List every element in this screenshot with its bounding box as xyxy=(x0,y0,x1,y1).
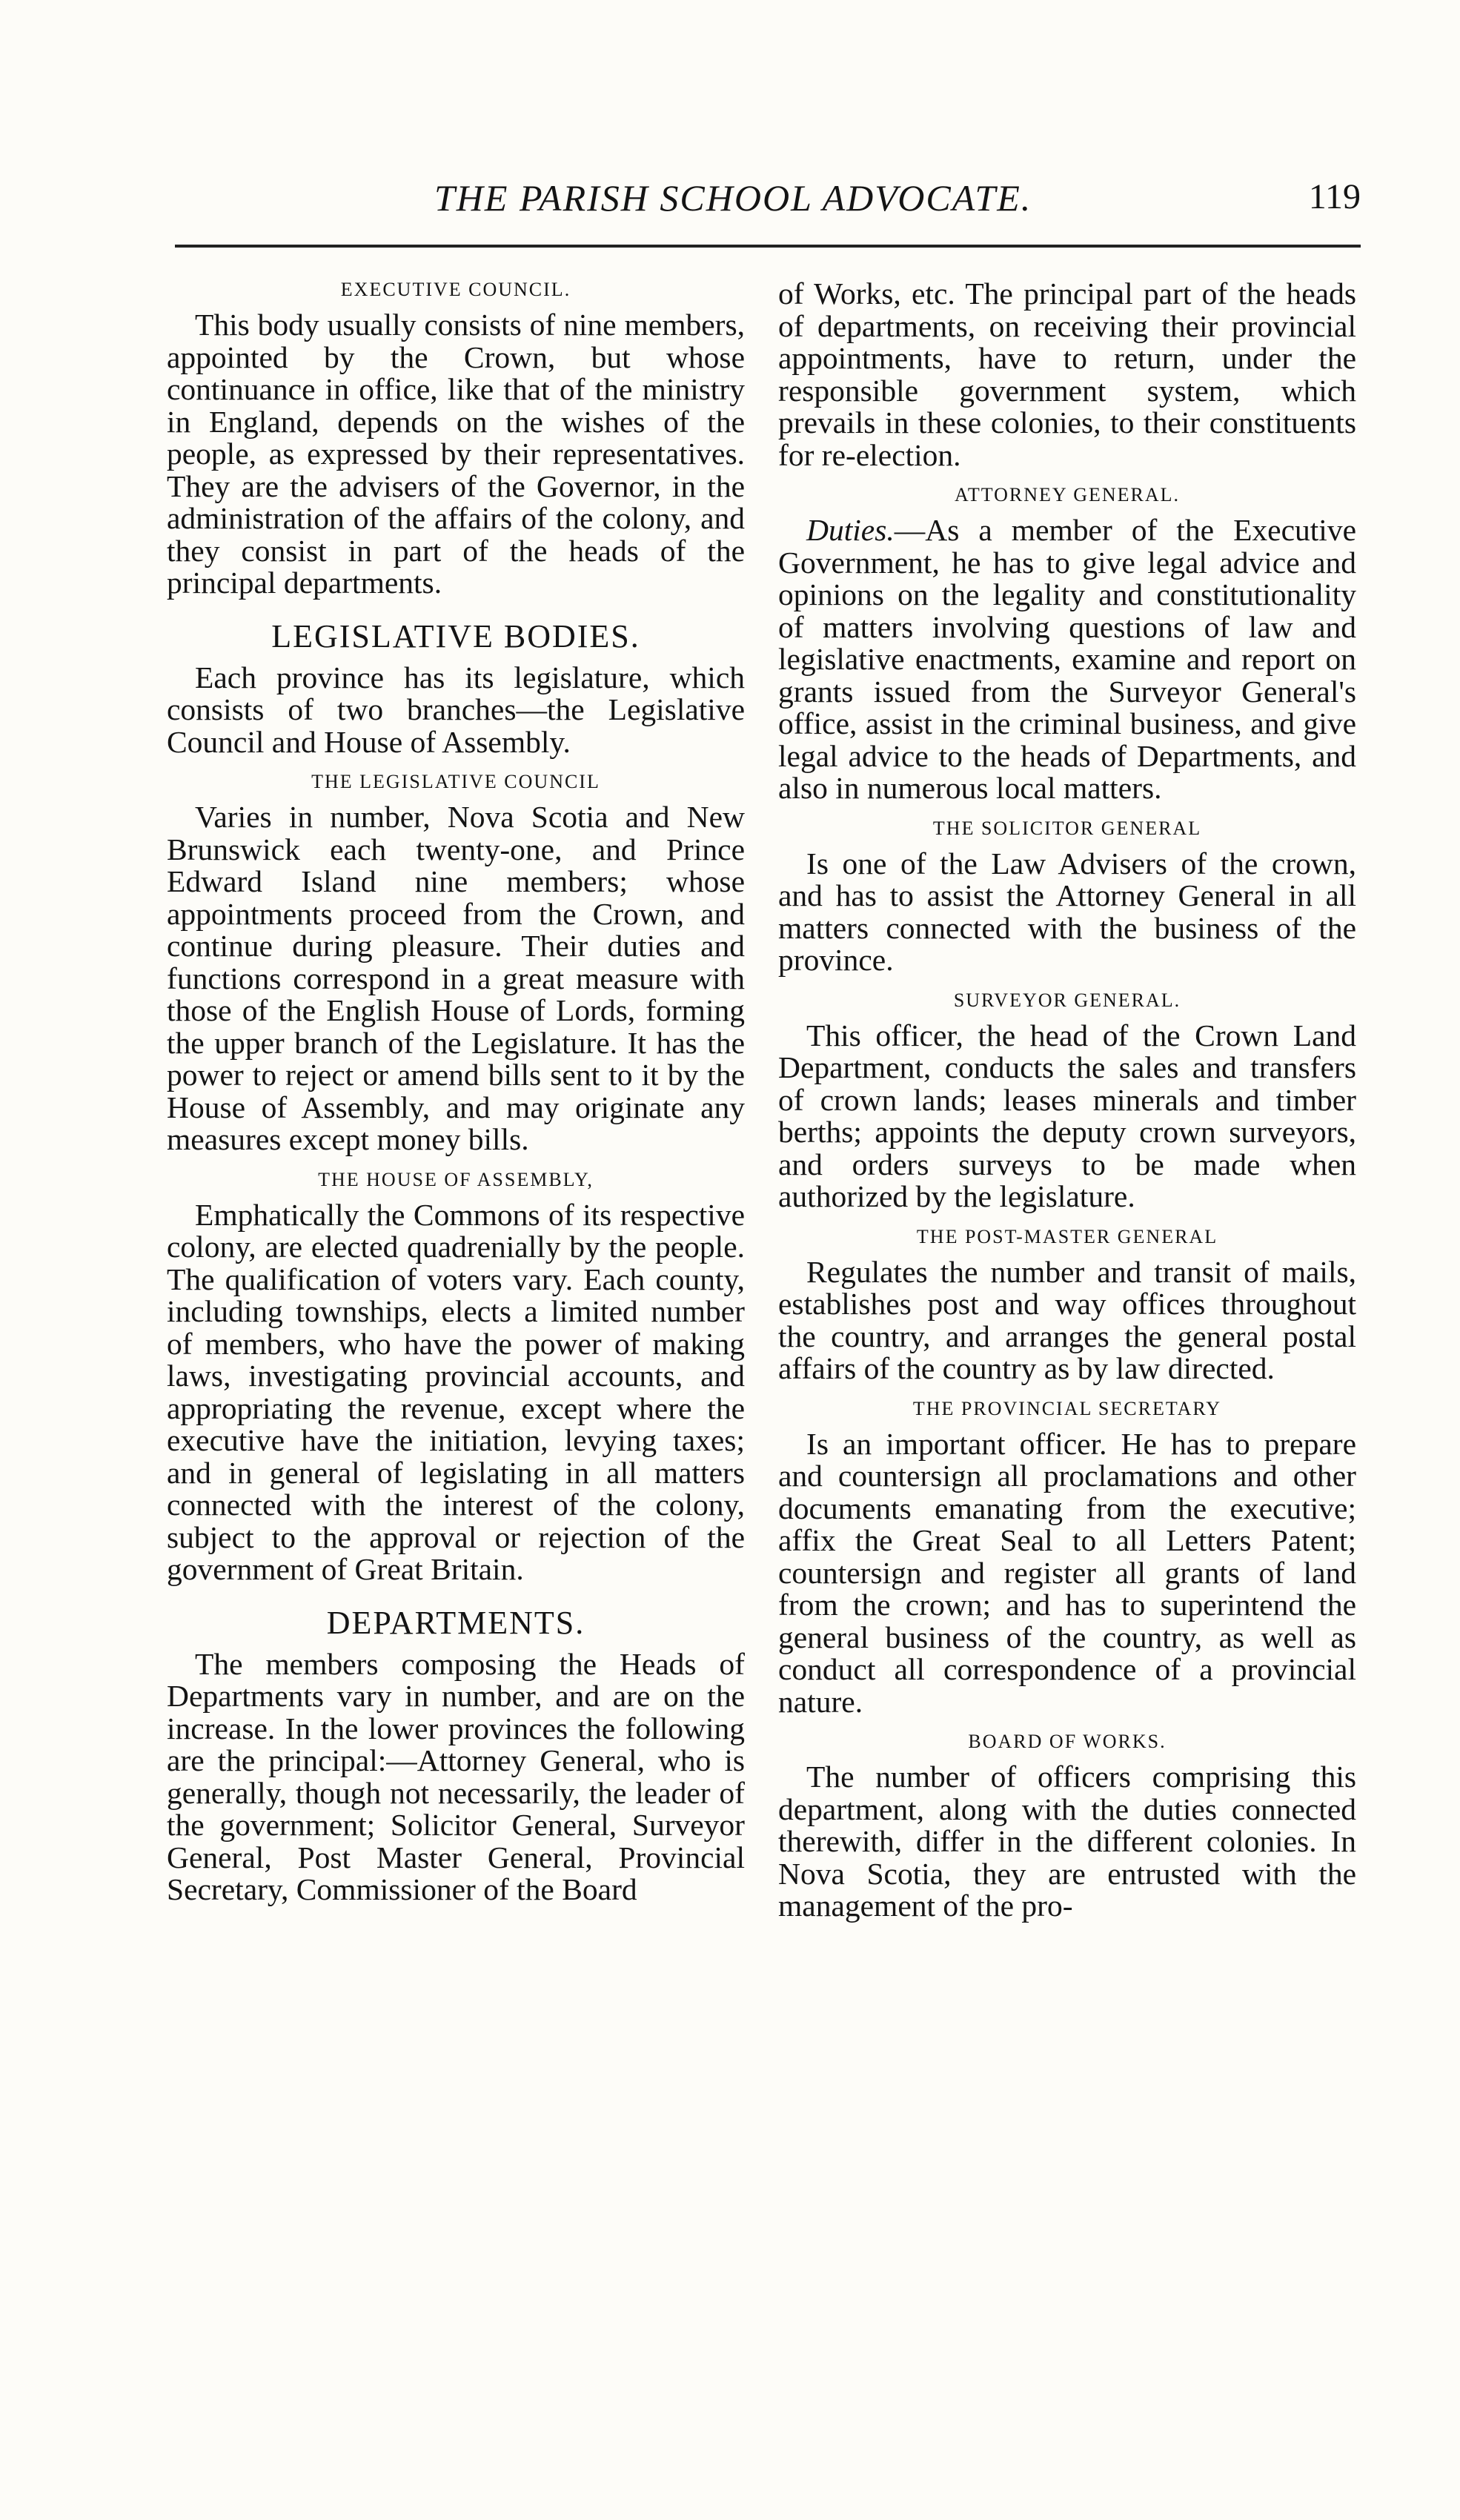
attorney-duties-lead: Duties. xyxy=(806,513,895,547)
paragraph-house-of-assembly: Emphatically the Commons of its respective colony, are elected quadrenially by the people. The qualification of voters vary. Each county, including townships, elects a limited number of members, who have the power of making laws, investigating provincial accounts, and appropriating the revenue, except where the executive have the initiation, levying taxes; and in general of legislating in all matters connected with the interest of the colony, subject to the approval or rejection of the government of Great Britain. xyxy=(167,1197,745,1586)
paragraph-provincial-secretary: Is an important officer. He has to prepare and countersign all proclamations and other documents emanating from the executive; affix the Great Seal to all Letters Patent; countersign and register all grants of land from the crown; and has to superintend the general business of the country, as well as conduct all correspondence of a provincial nature. xyxy=(778,1426,1356,1719)
heading-executive-council: EXECUTIVE COUNCIL. xyxy=(340,279,571,300)
left-column xyxy=(167,278,745,1906)
heading-solicitor-general: THE SOLICITOR GENERAL xyxy=(932,817,1202,839)
paragraph-departments-continued: of Works, etc. The principal part of the heads of departments, on receiving their provincial appointments, have to return, under the responsible government system, which prevails in these colonies, to their constituents for re-election. xyxy=(778,276,1356,472)
heading-attorney-general: ATTORNEY GENERAL. xyxy=(954,484,1181,505)
paragraph-legislative-bodies: Each province has its legislature, which consists of two branches—the Legislative Council and House of Assembly. xyxy=(167,660,745,759)
heading-provincial-secretary: THE PROVINCIAL SECRETARY xyxy=(912,1397,1222,1419)
paragraph-executive-council: This body usually consists of nine members, appointed by the Crown, but whose continuance in office, like that of the ministry in England, depends on the wishes of the people, as expressed by their representatives. They are the advisers of the Governor, in the administration of the affairs of the colony, and they consist in part of the heads of the principal departments. xyxy=(167,308,745,600)
running-head xyxy=(175,176,1361,221)
paragraph-post-master-general: Regulates the number and transit of mails, establishes post and way offices throughout the country, and arranges the general postal affairs of the country as by law directed. xyxy=(778,1254,1356,1385)
running-title: THE PARISH SCHOOL ADVOCATE. xyxy=(434,177,1032,219)
paragraph-solicitor-general: Is one of the Law Advisers of the crown, and has to assist the Attorney General in all matters connected with the business of the province. xyxy=(778,846,1356,977)
paragraph-attorney-general xyxy=(778,514,1356,805)
paragraph-surveyor-general: This officer, the head of the Crown Land Department, conducts the sales and transfers of crown lands; leases minerals and timber berths; appoints the deputy crown surveyors, and orders surveys to be made when authorized by the legislature. xyxy=(778,1018,1356,1213)
attorney-duties-text: —As a member of the Executive Government, he has to give legal advice and opinions on the legality and constitutionality of matters involving questions of law and legislative enactments, examine and report on grants issued from the Surveyor General's office, assist in the criminal business, and give legal advice to the heads of Departments, and also in numerous local matters. xyxy=(778,513,1356,805)
heading-board-of-works: BOARD OF WORKS. xyxy=(968,1731,1167,1752)
heading-post-master-general: THE POST-MASTER GENERAL xyxy=(916,1225,1218,1247)
paragraph-legislative-council: Varies in number, Nova Scotia and New Brunswick each twenty-one, and Prince Edward Island nine members; whose appointments proceed from the Crown, and continue during pleasure. Their duties and functions correspond in a great measure with those of the English House of Lords, forming the upper branch of the Legislature. It has the power to reject or amend bills sent to it by the House of Assembly, and may originate any measures except money bills. xyxy=(167,800,745,1156)
paragraph-board-of-works: The number of officers comprising this department, along with the duties connected therewith, differ in the different colonies. In Nova Scotia, they are entrusted with the management of the pro- xyxy=(778,1760,1356,1923)
right-column xyxy=(778,278,1356,1923)
heading-departments: DEPARTMENTS. xyxy=(326,1604,585,1641)
header-rule xyxy=(175,245,1361,248)
paragraph-departments: The members composing the Heads of Departments vary in number, and are on the increase. In the lower provinces the following are the principal:—Attorney General, who is generally, though not necessarily, the leader of the government; Solicitor General, Surveyor General, Post Master General, Provincial Secretary, Commissioner of the Board xyxy=(167,1646,745,1906)
page-number: 119 xyxy=(1308,177,1361,216)
heading-legislative-bodies: LEGISLATIVE BODIES. xyxy=(271,617,640,654)
heading-legislative-council: THE LEGISLATIVE COUNCIL xyxy=(311,771,600,792)
heading-house-of-assembly: THE HOUSE OF ASSEMBLY, xyxy=(318,1168,594,1190)
heading-surveyor-general: SURVEYOR GENERAL. xyxy=(953,989,1181,1011)
